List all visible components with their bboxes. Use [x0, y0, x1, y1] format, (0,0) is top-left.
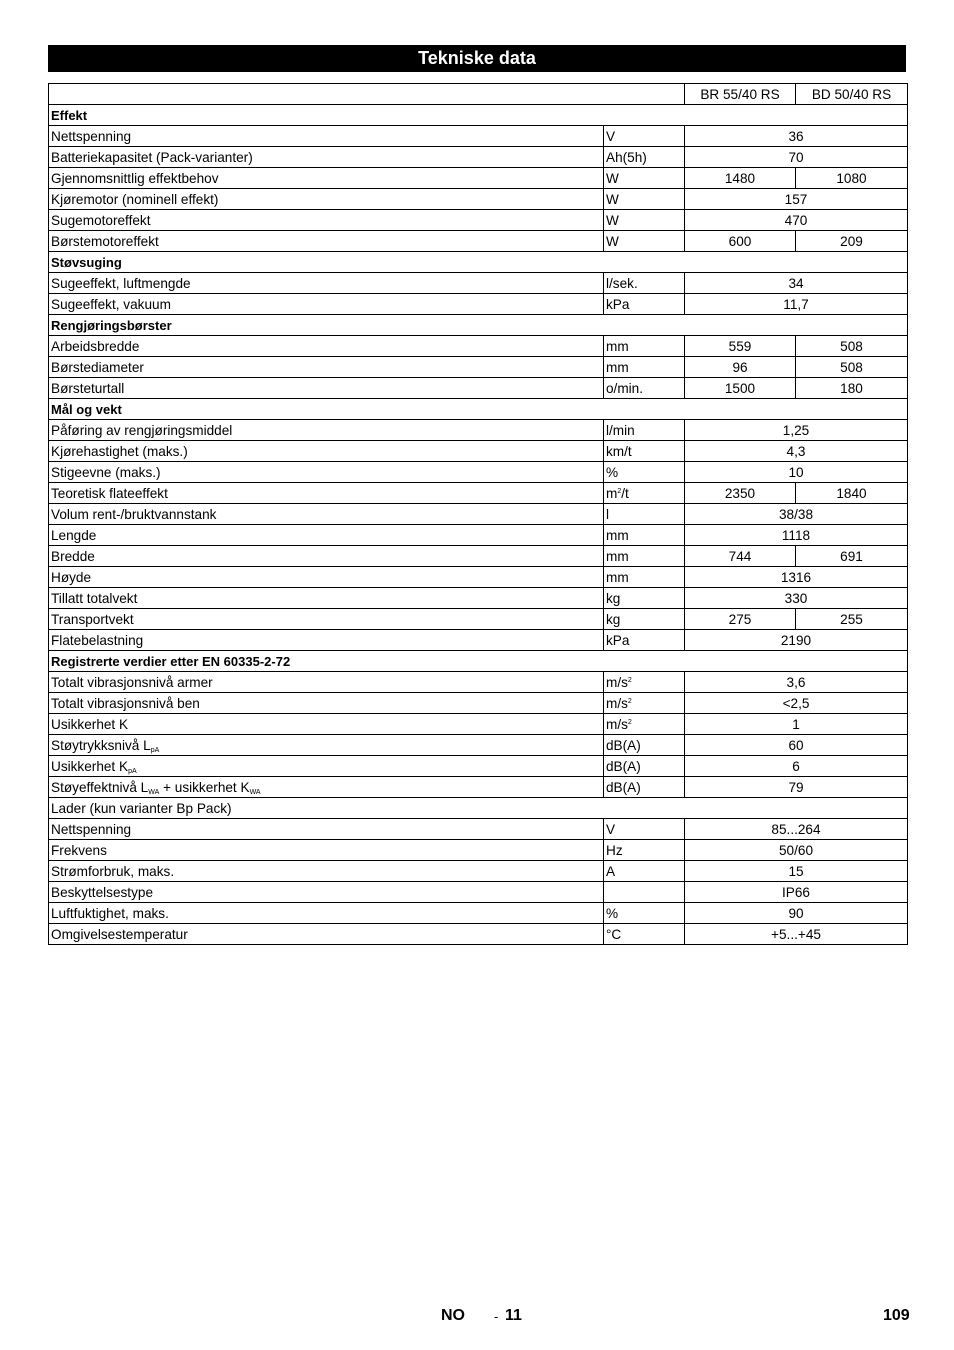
- spec-unit: [604, 735, 685, 756]
- section-title: Mål og vekt: [49, 399, 908, 420]
- table-row: [49, 126, 908, 147]
- spec-label: [49, 525, 604, 546]
- spec-label: [49, 861, 604, 882]
- spec-value-br: 96: [685, 357, 796, 378]
- spec-value-shared: 85...264: [685, 819, 908, 840]
- spec-unit: [604, 588, 685, 609]
- table-row: [49, 840, 908, 861]
- spec-unit-text: %: [606, 905, 619, 921]
- table-row: [49, 147, 908, 168]
- spec-unit: [604, 210, 685, 231]
- table-row: [49, 924, 908, 945]
- spec-label-text: Lengde: [51, 527, 97, 543]
- spec-label-text: Totalt vibrasjonsnivå armer: [51, 674, 213, 690]
- spec-unit: [604, 630, 685, 651]
- spec-value-bd: 1840: [796, 483, 908, 504]
- spec-unit: [604, 168, 685, 189]
- table-row: [49, 420, 908, 441]
- spec-unit: [604, 483, 685, 504]
- spec-unit-text: km/t: [606, 443, 632, 459]
- table-row: [49, 630, 908, 651]
- table-row: [49, 273, 908, 294]
- spec-label-text: Børstemotoreffekt: [51, 233, 159, 249]
- table-row: [49, 483, 908, 504]
- spec-unit-text: mm: [606, 569, 629, 585]
- table-row: [49, 903, 908, 924]
- spec-label: [49, 672, 604, 693]
- spec-unit-superscript: 2: [627, 697, 632, 705]
- page-title: Tekniske data: [48, 45, 906, 72]
- spec-label: [49, 441, 604, 462]
- spec-unit-text: mm: [606, 548, 629, 564]
- spec-unit: [604, 189, 685, 210]
- spec-label: [49, 168, 604, 189]
- spec-label-text: Påføring av rengjøringsmiddel: [51, 422, 233, 438]
- spec-label-text: Transportvekt: [51, 611, 134, 627]
- spec-label-text: + usikkerhet K: [159, 779, 250, 795]
- table-row: [49, 777, 908, 798]
- spec-value-bd: 1080: [796, 168, 908, 189]
- spec-unit-superscript: 2: [627, 718, 632, 726]
- spec-label: [49, 126, 604, 147]
- table-row: [49, 882, 908, 903]
- spec-label-text: Strømforbruk, maks.: [51, 863, 175, 879]
- spec-unit-text: kPa: [606, 296, 630, 312]
- table-row: [49, 294, 908, 315]
- spec-label: [49, 777, 604, 798]
- table-row: [49, 714, 908, 735]
- spec-label: [49, 714, 604, 735]
- spec-label: [49, 630, 604, 651]
- spec-label-text: Totalt vibrasjonsnivå ben: [51, 695, 200, 711]
- table-row: [49, 357, 908, 378]
- spec-unit-text: mm: [606, 359, 629, 375]
- spec-unit-text: V: [606, 821, 616, 837]
- spec-unit: [604, 357, 685, 378]
- spec-unit-text: dB(A): [606, 758, 641, 774]
- spec-value-bd: 180: [796, 378, 908, 399]
- spec-label: [49, 483, 604, 504]
- table-row: [49, 756, 908, 777]
- spec-unit-text: V: [606, 128, 616, 144]
- spec-value-shared: 38/38: [685, 504, 908, 525]
- spec-label-text: Kjøremotor (nominell effekt): [51, 191, 219, 207]
- spec-unit: [604, 147, 685, 168]
- spec-unit: [604, 819, 685, 840]
- spec-value-br: 744: [685, 546, 796, 567]
- spec-value-br: 2350: [685, 483, 796, 504]
- spec-unit-text: dB(A): [606, 737, 641, 753]
- spec-label-subscript: pA: [150, 746, 160, 754]
- spec-value-bd: 209: [796, 231, 908, 252]
- spec-value-br: 1480: [685, 168, 796, 189]
- spec-label-text: Stigeevne (maks.): [51, 464, 161, 480]
- spec-value-shared: 50/60: [685, 840, 908, 861]
- spec-label: [49, 210, 604, 231]
- spec-value-bd: 255: [796, 609, 908, 630]
- spec-label-text: Kjørehastighet (maks.): [51, 443, 188, 459]
- spec-label-text: Nettspenning: [51, 128, 132, 144]
- spec-unit-superscript: 2: [617, 487, 622, 495]
- technical-data-table: [48, 83, 908, 945]
- spec-unit: [604, 567, 685, 588]
- section-title: Registrerte verdier etter EN 60335-2-72: [49, 651, 908, 672]
- spec-value-shared: 330: [685, 588, 908, 609]
- spec-unit-text: m/s: [606, 716, 628, 732]
- spec-unit-text: kg: [606, 611, 621, 627]
- table-row: [49, 735, 908, 756]
- spec-unit-text: kPa: [606, 632, 630, 648]
- header-blank-cell: [49, 84, 685, 105]
- spec-unit: [604, 294, 685, 315]
- spec-label: [49, 756, 604, 777]
- section-title: Effekt: [49, 105, 908, 126]
- spec-value-shared: 79: [685, 777, 908, 798]
- spec-unit-text: °C: [606, 926, 622, 942]
- section-title: Rengjøringsbørster: [49, 315, 908, 336]
- model-header-bd: BD 50/40 RS: [796, 84, 908, 105]
- spec-label-text: Børsteturtall: [51, 380, 125, 396]
- spec-label-text: Sugeeffekt, luftmengde: [51, 275, 191, 291]
- spec-unit-text: W: [606, 191, 619, 207]
- spec-unit: [604, 126, 685, 147]
- spec-unit: [604, 273, 685, 294]
- spec-label: [49, 546, 604, 567]
- spec-unit: [604, 504, 685, 525]
- spec-label-text: Sugemotoreffekt: [51, 212, 151, 228]
- spec-unit: [604, 420, 685, 441]
- spec-label-text: Tillatt totalvekt: [51, 590, 138, 606]
- spec-value-shared: 470: [685, 210, 908, 231]
- table-row: [49, 546, 908, 567]
- section-title: Støvsuging: [49, 252, 908, 273]
- spec-value-shared: 10: [685, 462, 908, 483]
- spec-label: [49, 231, 604, 252]
- spec-value-shared: 36: [685, 126, 908, 147]
- model-header-br: BR 55/40 RS: [685, 84, 796, 105]
- spec-label: [49, 336, 604, 357]
- spec-label: [49, 357, 604, 378]
- spec-label: [49, 840, 604, 861]
- spec-value-shared: 2190: [685, 630, 908, 651]
- spec-label-text: Børstediameter: [51, 359, 144, 375]
- spec-value-br: 600: [685, 231, 796, 252]
- spec-value-br: 275: [685, 609, 796, 630]
- spec-unit-superscript: 2: [627, 676, 632, 684]
- spec-label-text: Usikkerhet K: [51, 716, 129, 732]
- section-header-row: [49, 798, 908, 819]
- spec-unit-text: l/sek.: [606, 275, 638, 291]
- table-row: [49, 525, 908, 546]
- spec-label-text: Støyeffektnivå L: [51, 779, 149, 795]
- spec-unit-text: Ah(5h): [606, 149, 647, 165]
- spec-unit: [604, 546, 685, 567]
- spec-unit-text: kg: [606, 590, 621, 606]
- spec-label-text: Frekvens: [51, 842, 107, 858]
- spec-label: [49, 567, 604, 588]
- spec-unit-text: m/s: [606, 674, 628, 690]
- spec-value-shared: 1,25: [685, 420, 908, 441]
- spec-unit-text: W: [606, 233, 619, 249]
- spec-unit: [604, 924, 685, 945]
- spec-label: [49, 378, 604, 399]
- spec-value-shared: 4,3: [685, 441, 908, 462]
- spec-value-shared: 1: [685, 714, 908, 735]
- spec-unit-text: mm: [606, 527, 629, 543]
- section-header-row: [49, 315, 908, 336]
- spec-unit: [604, 231, 685, 252]
- spec-label-text: Teoretisk flateeffekt: [51, 485, 168, 501]
- spec-label-text: Volum rent-/bruktvannstank: [51, 506, 217, 522]
- table-row: [49, 189, 908, 210]
- spec-label-subscript: WA: [249, 788, 261, 796]
- spec-unit: [604, 378, 685, 399]
- spec-value-bd: 508: [796, 336, 908, 357]
- spec-unit-text: l/min: [606, 422, 635, 438]
- spec-label: [49, 504, 604, 525]
- spec-unit: [604, 609, 685, 630]
- spec-value-shared: 70: [685, 147, 908, 168]
- spec-label: [49, 882, 604, 903]
- spec-label-subscript: pA: [128, 767, 137, 775]
- spec-unit-text: mm: [606, 338, 629, 354]
- spec-value-shared: 90: [685, 903, 908, 924]
- spec-value-shared: 157: [685, 189, 908, 210]
- spec-label: [49, 903, 604, 924]
- spec-value-shared: <2,5: [685, 693, 908, 714]
- spec-unit: [604, 441, 685, 462]
- section-title: Lader (kun varianter Bp Pack): [49, 798, 908, 819]
- spec-unit: [604, 756, 685, 777]
- table-row: [49, 441, 908, 462]
- spec-value-bd: 508: [796, 357, 908, 378]
- section-header-row: [49, 252, 908, 273]
- table-row: [49, 231, 908, 252]
- spec-label-subscript: WA: [148, 788, 160, 796]
- table-row: [49, 168, 908, 189]
- spec-unit: [604, 903, 685, 924]
- table-row: [49, 336, 908, 357]
- table-row: [49, 693, 908, 714]
- spec-label-text: Gjennomsnittlig effektbehov: [51, 170, 219, 186]
- section-header-row: [49, 651, 908, 672]
- spec-value-shared: +5...+45: [685, 924, 908, 945]
- table-row: [49, 672, 908, 693]
- spec-unit: [604, 462, 685, 483]
- spec-value-shared: 11,7: [685, 294, 908, 315]
- spec-label: [49, 609, 604, 630]
- spec-label-text: Beskyttelsestype: [51, 884, 153, 900]
- spec-value-bd: 691: [796, 546, 908, 567]
- footer-section-page: 11: [505, 1307, 522, 1324]
- footer-page-number: 109: [883, 1307, 910, 1324]
- spec-unit-text: W: [606, 170, 619, 186]
- spec-unit: [604, 840, 685, 861]
- table-row: [49, 378, 908, 399]
- spec-value-shared: IP66: [685, 882, 908, 903]
- spec-label-text: Omgivelsestemperatur: [51, 926, 188, 942]
- spec-unit-text: W: [606, 212, 619, 228]
- table-row: [49, 567, 908, 588]
- section-header-row: [49, 399, 908, 420]
- spec-unit-text: m: [606, 485, 618, 501]
- table-row: [49, 588, 908, 609]
- spec-unit: [604, 882, 685, 903]
- spec-unit-text: m/s: [606, 695, 628, 711]
- spec-unit-text: o/min.: [606, 380, 644, 396]
- table-row: [49, 462, 908, 483]
- table-row: [49, 819, 908, 840]
- spec-label-text: Sugeeffekt, vakuum: [51, 296, 171, 312]
- spec-unit: [604, 672, 685, 693]
- spec-label-text: Støytrykksnivå L: [51, 737, 151, 753]
- table-row: [49, 210, 908, 231]
- spec-value-br: 559: [685, 336, 796, 357]
- table-row: [49, 609, 908, 630]
- spec-value-shared: 15: [685, 861, 908, 882]
- spec-value-shared: 1118: [685, 525, 908, 546]
- spec-label-text: Batteriekapasitet (Pack-varianter): [51, 149, 253, 165]
- spec-unit: [604, 336, 685, 357]
- spec-label-text: Usikkerhet K: [51, 758, 129, 774]
- spec-label-text: Høyde: [51, 569, 92, 585]
- spec-unit-text: A: [606, 863, 616, 879]
- spec-value-shared: 6: [685, 756, 908, 777]
- spec-label: [49, 924, 604, 945]
- spec-label-text: Nettspenning: [51, 821, 132, 837]
- spec-value-br: 1500: [685, 378, 796, 399]
- table-header-row: [49, 84, 908, 105]
- spec-unit-text: /t: [621, 485, 629, 501]
- spec-label: [49, 588, 604, 609]
- spec-label: [49, 294, 604, 315]
- spec-unit: [604, 693, 685, 714]
- spec-unit: [604, 714, 685, 735]
- spec-label-text: Flatebelastning: [51, 632, 144, 648]
- table-row: [49, 861, 908, 882]
- spec-value-shared: 3,6: [685, 672, 908, 693]
- spec-label: [49, 189, 604, 210]
- spec-value-shared: 1316: [685, 567, 908, 588]
- table-row: [49, 504, 908, 525]
- spec-label: [49, 147, 604, 168]
- spec-label-text: Bredde: [51, 548, 95, 564]
- spec-unit-text: %: [606, 464, 619, 480]
- spec-label: [49, 735, 604, 756]
- spec-label: [49, 273, 604, 294]
- section-header-row: [49, 105, 908, 126]
- spec-unit-text: Hz: [606, 842, 623, 858]
- spec-unit: [604, 777, 685, 798]
- spec-value-shared: 34: [685, 273, 908, 294]
- spec-label: [49, 819, 604, 840]
- spec-label: [49, 462, 604, 483]
- spec-value-shared: 60: [685, 735, 908, 756]
- footer-dash: -: [494, 1309, 499, 1324]
- spec-unit-text: dB(A): [606, 779, 641, 795]
- spec-label: [49, 420, 604, 441]
- spec-unit-text: l: [606, 506, 610, 522]
- spec-label-text: Arbeidsbredde: [51, 338, 140, 354]
- spec-unit: [604, 525, 685, 546]
- footer-language: NO: [441, 1307, 465, 1324]
- spec-label-text: Luftfuktighet, maks.: [51, 905, 169, 921]
- spec-label: [49, 693, 604, 714]
- spec-unit: [604, 861, 685, 882]
